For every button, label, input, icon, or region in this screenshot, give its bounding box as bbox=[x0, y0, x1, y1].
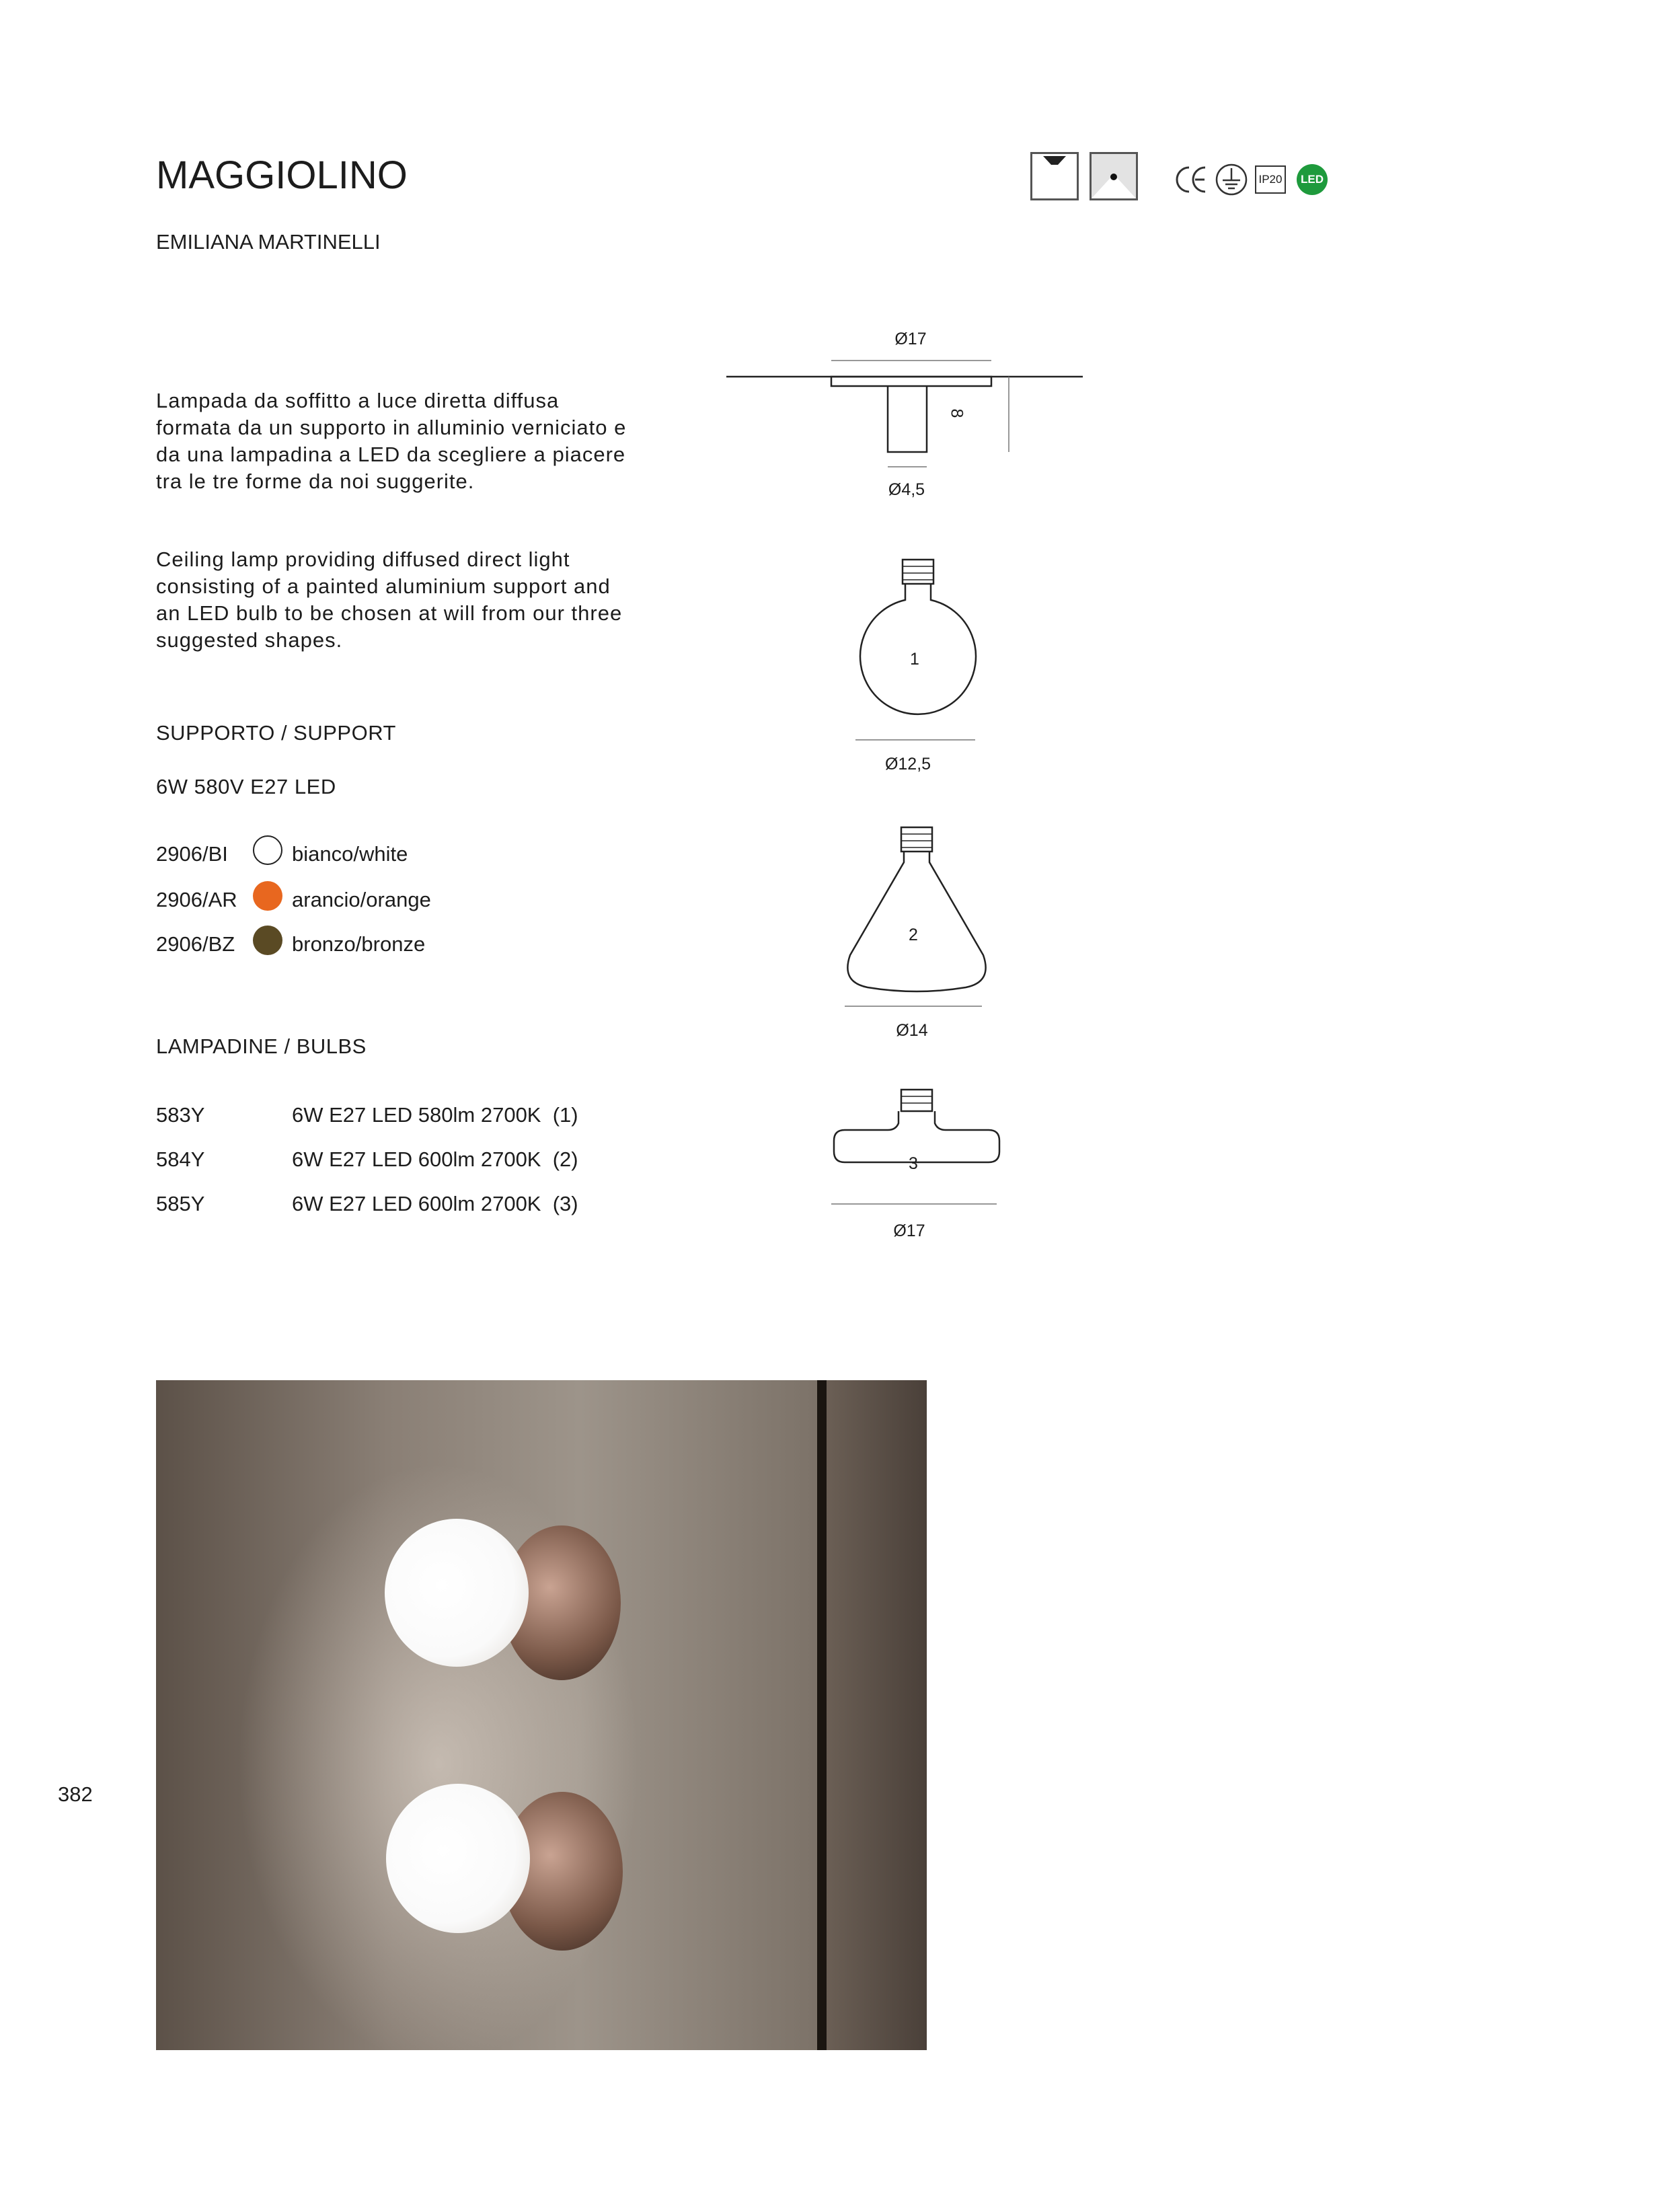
support-height-label: 8 bbox=[947, 408, 966, 418]
point-light-icon bbox=[1090, 152, 1138, 200]
bulb2-number: 2 bbox=[909, 926, 918, 944]
lamp-bulb-upper bbox=[385, 1519, 529, 1667]
lamp-bulb-lower bbox=[386, 1784, 530, 1933]
variant-label: bronzo/bronze bbox=[292, 932, 426, 956]
description-english: Ceiling lamp providing diffused direct light consisting of a painted aluminium support and an LED bulb to be chosen at will from our three suggested shapes. bbox=[156, 548, 623, 652]
variant-code: 2906/BI bbox=[156, 842, 228, 866]
page-number: 382 bbox=[58, 1782, 93, 1806]
bulb3-width-label: Ø17 bbox=[893, 1221, 925, 1240]
bulb-code: 584Y bbox=[156, 1147, 205, 1171]
designer-name: EMILIANA MARTINELLI bbox=[156, 230, 381, 254]
bulb-code: 583Y bbox=[156, 1103, 205, 1127]
led-label: LED bbox=[1301, 173, 1324, 186]
ceiling-mount-icon bbox=[1030, 152, 1079, 200]
bulb-desc: 6W E27 LED 600lm 2700K (3) bbox=[292, 1192, 578, 1215]
product-title: MAGGIOLINO bbox=[156, 153, 408, 197]
variant-code: 2906/AR bbox=[156, 888, 237, 911]
bulb-desc: 6W E27 LED 580lm 2700K (1) bbox=[292, 1103, 578, 1127]
color-swatch-white bbox=[253, 835, 282, 865]
variant-row bbox=[156, 881, 627, 915]
support-width-label: Ø17 bbox=[894, 330, 927, 348]
color-swatch-bronze bbox=[253, 926, 282, 955]
wall-edge-stripe bbox=[817, 1380, 827, 2050]
description-italian: Lampada da soffitto a luce diretta diffusa formata da un supporto in alluminio verniciato e da una lampadina a LED da scegliere a piacere tra le tre forme da noi suggerite. bbox=[156, 389, 627, 493]
technical-drawings bbox=[713, 309, 1103, 1251]
wall-edge-right bbox=[827, 1380, 927, 2050]
bulb1-width-label: Ø12,5 bbox=[884, 755, 931, 774]
bulb2-width-label: Ø14 bbox=[896, 1021, 928, 1040]
variant-label: arancio/orange bbox=[292, 888, 431, 911]
earth-ground-icon bbox=[1215, 163, 1248, 196]
bulb3-number: 3 bbox=[909, 1154, 918, 1173]
variant-code: 2906/BZ bbox=[156, 932, 235, 956]
ip20-label: IP20 bbox=[1258, 173, 1283, 186]
support-stem-label: Ø4,5 bbox=[888, 480, 925, 499]
product-photo bbox=[156, 1380, 927, 2050]
bulb-row bbox=[156, 1147, 694, 1181]
variant-row bbox=[156, 926, 627, 959]
bulb-row bbox=[156, 1103, 694, 1137]
bulb-desc: 6W E27 LED 600lm 2700K (2) bbox=[292, 1147, 578, 1171]
variant-label: bianco/white bbox=[292, 842, 408, 866]
bulb1-number: 1 bbox=[910, 650, 919, 669]
ce-mark-icon bbox=[1174, 164, 1209, 195]
led-icon bbox=[1297, 164, 1328, 195]
variant-row bbox=[156, 835, 627, 869]
bulb-code: 585Y bbox=[156, 1192, 205, 1215]
support-spec: 6W 580V E27 LED bbox=[156, 775, 336, 798]
support-heading: SUPPORTO / SUPPORT bbox=[156, 721, 396, 745]
bulb-row bbox=[156, 1192, 694, 1225]
color-swatch-orange bbox=[253, 881, 282, 911]
bulbs-heading: LAMPADINE / BULBS bbox=[156, 1034, 367, 1058]
ip20-icon bbox=[1255, 165, 1286, 194]
